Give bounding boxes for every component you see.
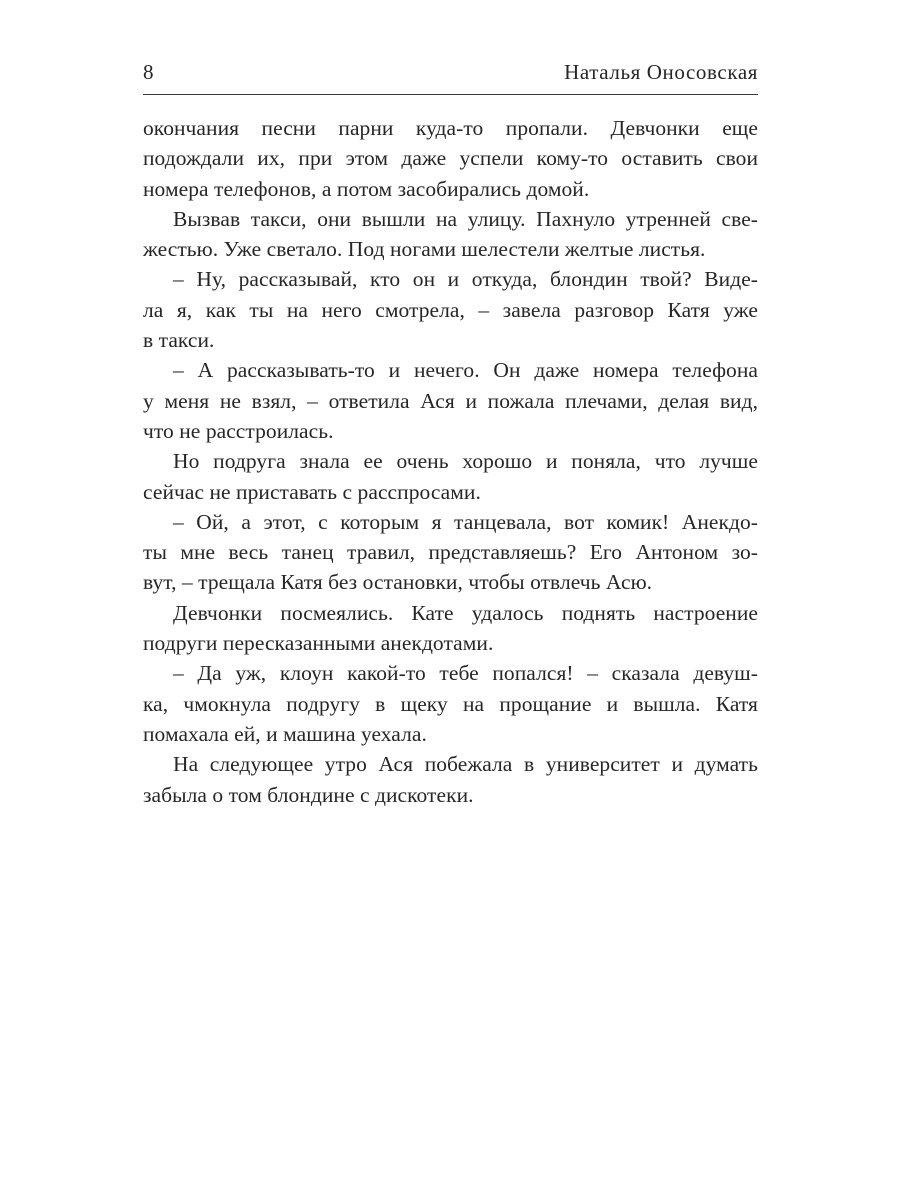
text-line: жестью. Уже светало. Под ногами шелестели желтые листья.: [143, 237, 706, 262]
text-line: ты мне весь танец травил, представляешь? Его Антоном зо-: [143, 540, 758, 565]
text-line: ка, чмокнула подругу в щеку на прощание и вышла. Катя: [143, 691, 758, 716]
paragraph: [143, 658, 758, 749]
text-line: – Да уж, клоун какой-то тебе попался! – сказала девуш-: [173, 661, 758, 686]
text-line: забыла о том блондине с дискотеки.: [143, 782, 474, 807]
text-line: подождали их, при этом даже успели кому-то оставить свои: [143, 146, 758, 171]
paragraph: [143, 446, 758, 507]
text-line: что не расстроилась.: [143, 418, 334, 443]
paragraph: [143, 113, 758, 204]
text-line: Девчонки посмеялись. Кате удалось поднять настроение: [173, 600, 758, 625]
page-number: 8: [143, 60, 154, 84]
text-line: помахала ей, и машина уехала.: [143, 721, 427, 746]
text-line: Но подруга знала ее очень хорошо и поняла, что лучше: [173, 449, 758, 474]
paragraph: [143, 204, 758, 265]
author-name: Наталья Оносовская: [564, 60, 758, 84]
text-line: – А рассказывать-то и нечего. Он даже номера телефона: [173, 358, 758, 383]
text-line: На следующее утро Ася побежала в университет и думать: [173, 752, 758, 777]
paragraph: [143, 264, 758, 355]
paragraph: [143, 355, 758, 446]
text-line: Вызвав такси, они вышли на улицу. Пахнуло утренней све-: [173, 206, 758, 231]
paragraph: [143, 598, 758, 659]
paragraph: [143, 749, 758, 810]
text-line: сейчас не приставать с расспросами.: [143, 479, 481, 504]
text-line: в такси.: [143, 328, 215, 353]
text-line: подруги пересказанными анекдотами.: [143, 631, 494, 656]
text-line: вут, – трещала Катя без остановки, чтобы отвлечь Асю.: [143, 570, 653, 595]
running-head: [143, 60, 758, 95]
body-text: [143, 113, 758, 810]
paragraph: [143, 507, 758, 598]
text-line: – Ой, а этот, с которым я танцевала, вот комик! Анекдо-: [173, 509, 758, 534]
book-page: [143, 60, 758, 810]
text-line: – Ну, рассказывай, кто он и откуда, блондин твой? Виде-: [173, 267, 758, 292]
text-line: у меня не взял, – ответила Ася и пожала плечами, делая вид,: [143, 388, 758, 413]
text-line: ла я, как ты на него смотрела, – завела разговор Катя уже: [143, 297, 758, 322]
text-line: окончания песни парни куда-то пропали. Девчонки еще: [143, 116, 758, 140]
text-line: номера телефонов, а потом засобирались домой.: [143, 176, 590, 201]
